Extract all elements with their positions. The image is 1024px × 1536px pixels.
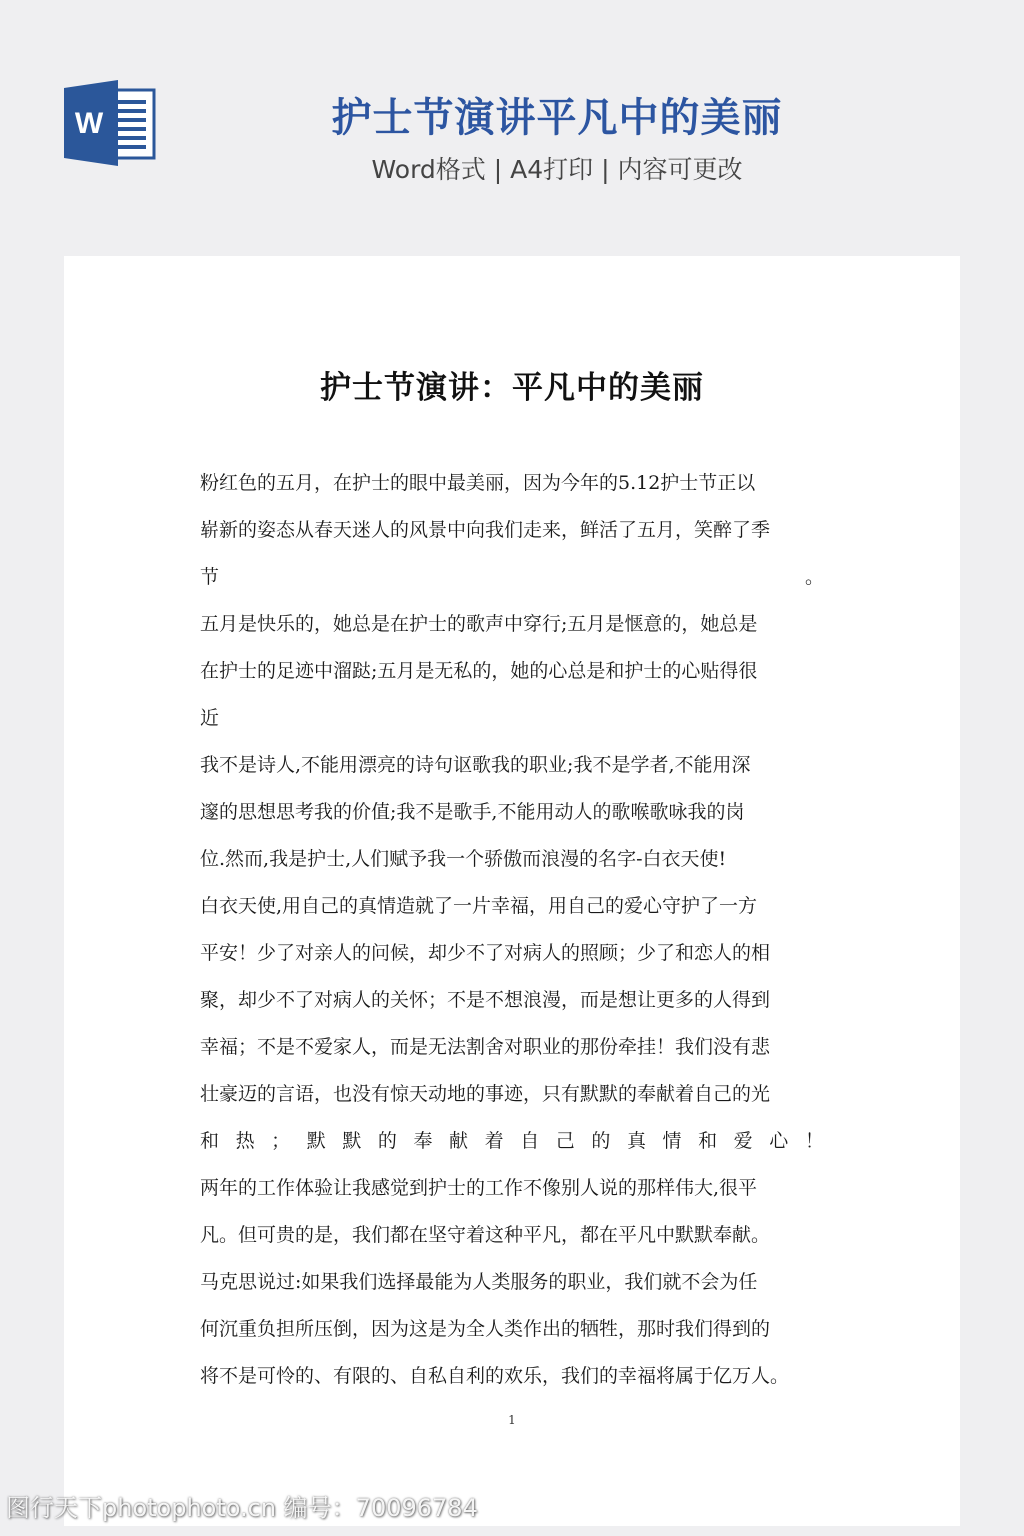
- spread-char: 的: [591, 1130, 611, 1152]
- body-line: 何沉重负担所压倒，因为这是为全人类作出的牺牲，那时我们得到的: [200, 1318, 771, 1340]
- word-logo-letter: W: [74, 107, 104, 140]
- body-line: 粉红色的五月，在护士的眼中最美丽，因为今年的5.12护士节正以: [200, 472, 756, 494]
- body-line: 马克思说过:如果我们选择最能为人类服务的职业，我们就不会为任: [200, 1271, 758, 1293]
- word-logo-icon: [62, 80, 158, 166]
- spread-char: 的: [377, 1130, 397, 1152]
- body-line: 将不是可怜的、有限的、自私自利的欢乐，我们的幸福将属于亿万人。: [200, 1365, 790, 1387]
- body-line-spread: [200, 1118, 824, 1165]
- watermark: 图行天下photophoto.cn 编号：70096784: [6, 1494, 478, 1522]
- document-body: [200, 460, 824, 1400]
- body-line: 凡。但可贵的是，我们都在坚守着这种平凡，都在平凡中默默奉献。: [200, 1224, 771, 1246]
- spread-char: 心: [769, 1130, 789, 1152]
- spread-char: ！: [804, 1130, 824, 1152]
- spread-char: 默: [306, 1130, 326, 1152]
- spread-char: 着: [484, 1130, 504, 1152]
- body-line: 我不是诗人,不能用漂亮的诗句讴歌我的职业;我不是学者,不能用深: [200, 754, 751, 776]
- spread-char: 真: [626, 1130, 646, 1152]
- spread-char: 己: [555, 1130, 575, 1152]
- body-line: 崭新的姿态从春天迷人的风景中向我们走来，鲜活了五月，笑醉了季: [200, 519, 771, 541]
- document-title: 护士节演讲：平凡中的美丽: [320, 370, 704, 406]
- body-line: 聚，却少不了对病人的关怀；不是不想浪漫，而是想让更多的人得到: [200, 989, 771, 1011]
- body-line: 近: [200, 707, 220, 729]
- body-line: 邃的思想思考我的价值;我不是歌手,不能用动人的歌喉歌咏我的岗: [200, 801, 745, 823]
- banner-subtitle: Word格式 | A4打印 | 内容可更改: [371, 155, 743, 184]
- spread-char: 奉: [413, 1130, 433, 1152]
- body-line: 幸福；不是不爱家人，而是无法割舍对职业的那份牵挂！我们没有悲: [200, 1036, 771, 1058]
- body-line: 五月是快乐的，她总是在护士的歌声中穿行;五月是惬意的，她总是: [200, 613, 758, 635]
- header-banner: [0, 0, 1024, 256]
- body-line: 两年的工作体验让我感觉到护士的工作不像别人说的那样伟大,很平: [200, 1177, 758, 1199]
- body-line: [200, 554, 824, 601]
- body-line: 白衣天使,用自己的真情造就了一片幸福，用自己的爱心守护了一方: [200, 895, 758, 917]
- banner-title: 护士节演讲平凡中的美丽: [331, 95, 783, 141]
- spread-char: 爱: [733, 1130, 753, 1152]
- body-line: 壮豪迈的言语，也没有惊天动地的事迹，只有默默的奉献着自己的光: [200, 1083, 771, 1105]
- body-line-text: 节: [200, 566, 220, 588]
- spread-char: 默: [342, 1130, 362, 1152]
- spread-char: 热: [235, 1130, 255, 1152]
- spread-char: 和: [200, 1130, 220, 1152]
- body-line: 在护士的足迹中溜跶;五月是无私的，她的心总是和护士的心贴得很: [200, 660, 758, 682]
- body-line: 位.然而,我是护士,人们赋予我一个骄傲而浪漫的名字-白衣天使!: [200, 848, 727, 870]
- spread-char: 自: [520, 1130, 540, 1152]
- spread-char: ；: [271, 1130, 291, 1152]
- body-line: 平安！少了对亲人的问候，却少不了对病人的照顾；少了和恋人的相: [200, 942, 771, 964]
- page-number: 1: [508, 1413, 516, 1427]
- document-page: [64, 256, 960, 1526]
- line-end-mark: 。: [804, 566, 824, 588]
- spread-char: 情: [662, 1130, 682, 1152]
- spread-char: 和: [698, 1130, 718, 1152]
- spread-char: 献: [449, 1130, 469, 1152]
